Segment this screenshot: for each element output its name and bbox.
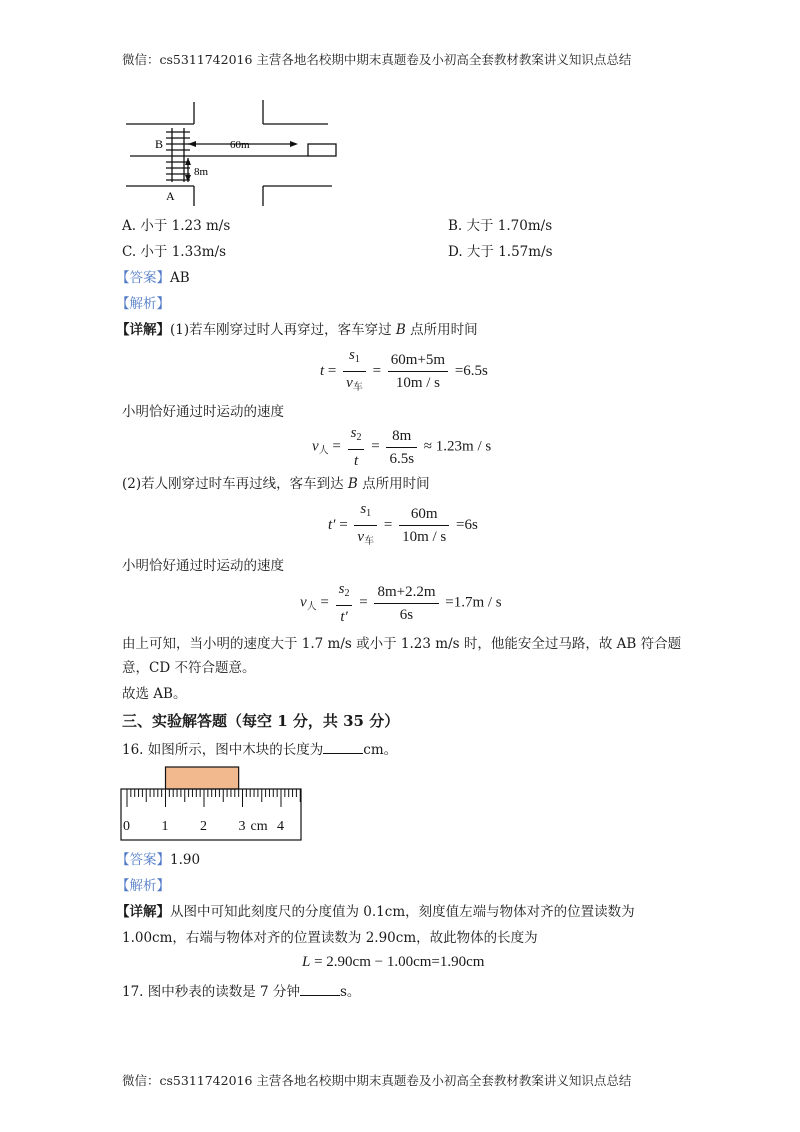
- fraction-s1-over-v: $\frac{s_1}{v_车}$: [343, 346, 366, 397]
- q15-speed-line-2: 小明恰好通过时运动的速度: [122, 558, 284, 574]
- q15-conclusion-line-2: 意，CD 不符合题意。: [122, 660, 256, 676]
- answer-blank: [300, 983, 340, 996]
- fraction-10.2m-over-6s: $\frac{8m+2.2m}{6s}$: [374, 583, 438, 624]
- equation-speed-1: $v_人$ = $\frac{s_2}{t}$ = $\frac{8m}{6.5s}$ ≈ 1.23m / s: [312, 425, 492, 469]
- answer-tag: 【答案】: [116, 270, 170, 286]
- q15-detail-part2: (2)若人刚穿过时车再过线，客车到达 B 点所用时间: [122, 476, 430, 492]
- equation-time-1: t = $\frac{s_1}{v_车}$ = $\frac{60m+5m}{10m / s}$ =6.5s: [320, 346, 488, 397]
- ruler-figure: [120, 764, 304, 844]
- answer-value: 1.90: [170, 852, 201, 868]
- ruler-label: 4: [277, 819, 284, 834]
- option-d: D. 大于 1.57m/s: [448, 244, 553, 260]
- q17-question: 17. 图中秒表的读数是 7 分钟 s。: [122, 984, 361, 1000]
- ruler-label: 1: [161, 819, 169, 834]
- q15-answer-line: [116, 268, 190, 288]
- answer-blank: [323, 741, 363, 754]
- q16-detail-line-1: 【详解】从图中可知此刻度尺的分度值为 0.1cm，刻度值左端与物体对齐的位置读数为: [116, 904, 635, 920]
- ruler-body: [121, 789, 301, 840]
- equation-time-2: t′ = $\frac{s_1}{v_车}$ = $\frac{60m}{10m / s}$ =6s: [328, 500, 478, 551]
- road-crossing-diagram: [122, 96, 342, 208]
- ruler-label: 2: [200, 819, 207, 834]
- ruler-label: 0: [123, 819, 130, 834]
- fraction-s2-over-t: $\frac{s_2}{t}$: [348, 424, 365, 470]
- fraction-8m-over-6.5s: $\frac{8m}{6.5s}$: [386, 427, 417, 468]
- label-distance-60m: 60m: [230, 139, 250, 151]
- fraction-60m-over-speed: $\frac{60m}{10m / s}$: [399, 505, 449, 546]
- detail-tag: 【详解】: [116, 322, 170, 338]
- q16-analysis-tag: 【解析】: [116, 878, 170, 894]
- q16-length-equation: L = 2.90cm − 1.00cm=1.90cm: [302, 954, 485, 970]
- ruler-unit: cm: [250, 819, 268, 834]
- option-b: B. 大于 1.70m/s: [448, 218, 553, 234]
- page-header: 微信：cs5311742016 主营各地名校期中期末真题卷及小初高全套教材教案讲义知识点总结: [122, 52, 632, 67]
- ruler-label: 3: [238, 819, 246, 834]
- q16-detail-line-2: 1.00cm，右端与物体对齐的位置读数为 2.90cm，故此物体的长度为: [122, 930, 538, 946]
- option-a: A. 小于 1.23 m/s: [122, 218, 231, 234]
- q15-speed-line-1: 小明恰好通过时运动的速度: [122, 404, 284, 420]
- q16-question: 16. 如图所示，图中木块的长度为 cm。: [122, 742, 398, 758]
- equation-speed-2: $v_人$ = $\frac{s_2}{t'}$ = $\frac{8m+2.2m}{6s}$ =1.7m / s: [300, 581, 502, 625]
- q15-final-choice: 故选 AB。: [122, 686, 187, 702]
- page-footer: 微信：cs5311742016 主营各地名校期中期末真题卷及小初高全套教材教案讲义知识点总结: [122, 1073, 632, 1088]
- fraction-s1prime-over-v: $\frac{s_1}{v_车}$: [354, 500, 377, 551]
- label-point-b: B: [155, 137, 164, 151]
- q15-detail-part1: 【详解】(1)若车刚穿过时人再穿过，客车穿过 B 点所用时间: [116, 322, 478, 338]
- label-point-a: A: [166, 189, 175, 203]
- q15-conclusion-line-1: 由上可知，当小明的速度大于 1.7 m/s 或小于 1.23 m/s 时，他能安全过马路，故 AB 符合题: [122, 636, 682, 652]
- answer-value: AB: [170, 270, 190, 286]
- fraction-s2prime-over-tprime: $\frac{s_2}{t'}$: [336, 580, 353, 626]
- q15-analysis-tag: 【解析】: [116, 296, 170, 312]
- wood-block: [166, 767, 239, 789]
- section-title: 三、实验解答题（每空 1 分，共 35 分）: [122, 712, 400, 730]
- option-c: C. 小于 1.33m/s: [122, 244, 227, 260]
- q16-answer-line: 【答案】1.90: [116, 852, 201, 868]
- fraction-distance-over-speed: $\frac{60m+5m}{10m / s}$: [388, 351, 448, 392]
- label-distance-8m: 8m: [194, 166, 209, 178]
